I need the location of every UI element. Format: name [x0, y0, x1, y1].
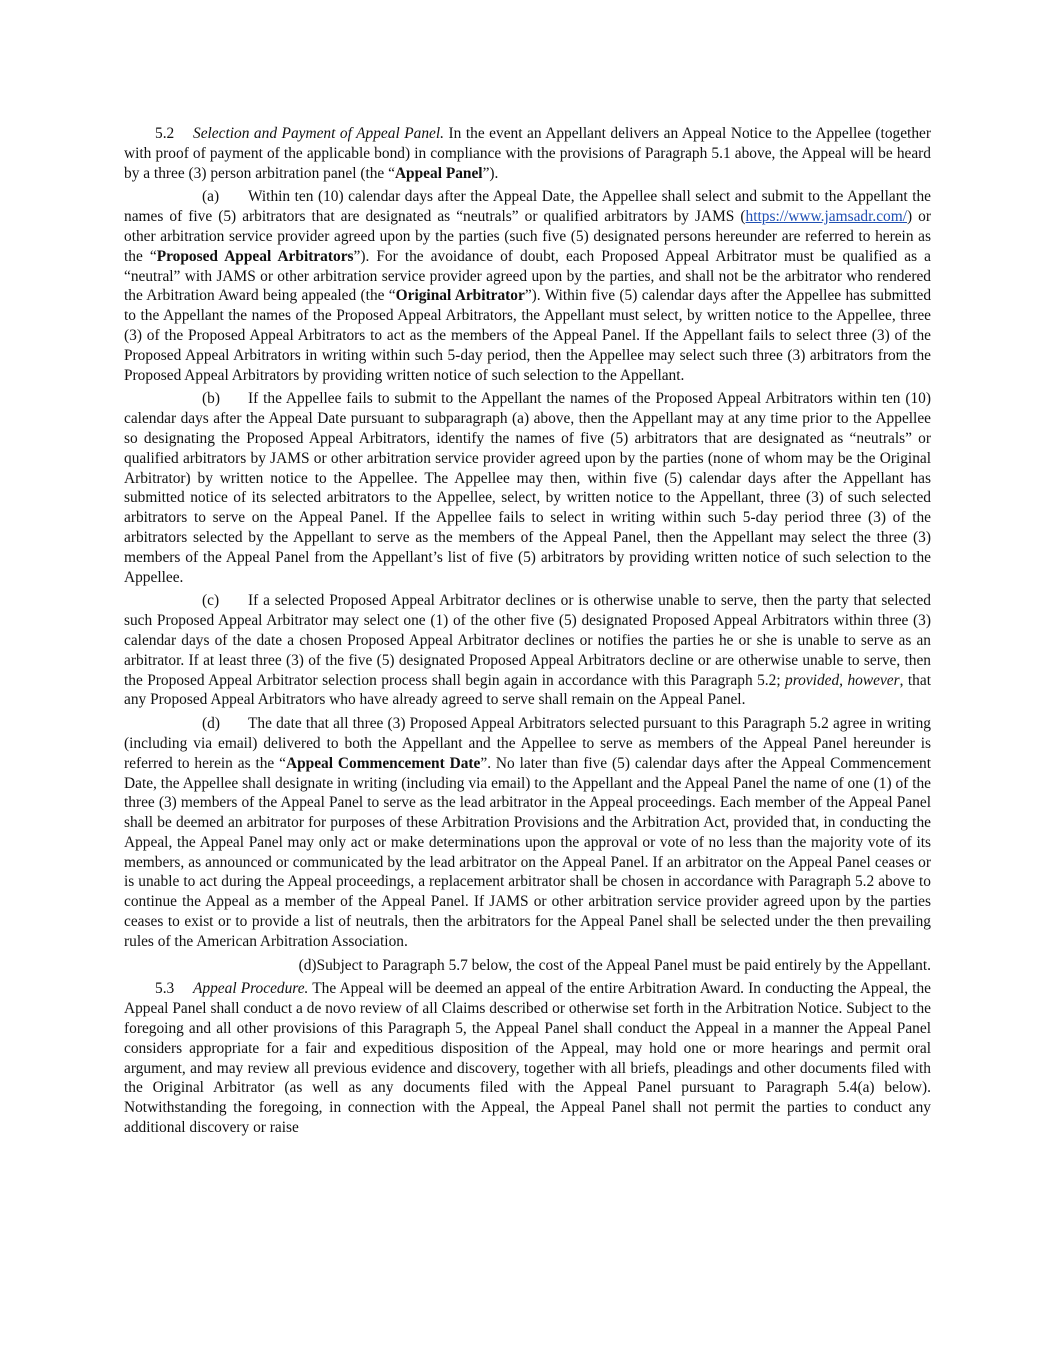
paragraph-text: If the Appellee fails to submit to the Appellant the names of the Proposed Appeal Arbitrators within ten (10) calendar days after the Appeal Date pursuant to subparagraph (a) above, then the Appellant may at any time prior to the Appellee so designating the Proposed Appeal Arbitrators, identify the names of five (5) arbitrators that are designated as “neutrals” or qualified arbitrators by JAMS or other arbitration service provider agreed upon by the parties (none of whom may be the Original Arbitrator) by written notice to the Appellee. The Appellee may then, within five (5) calendar days after the Appellant has submitted notice of its selected arbitrators to the Appellee, select, by written notice to the Appellant, three (3) of such selected arbitrators to serve on the Appeal Panel. If the Appellee fails to select in writing within such 5-day period three (3) of the arbitrators selected by the Appellant to serve as the members of the Appeal Panel, then the Appellant may select the three (3) members of the Appeal Panel from the Appellant’s list of five (5) arbitrators by providing written notice of such selection to the Appellee.	[124, 390, 931, 586]
defined-term: Proposed Appeal Arbitrators	[156, 247, 354, 265]
jams-link[interactable]: https://www.jamsadr.com/	[745, 208, 907, 226]
paragraph-text: ”).	[482, 164, 499, 182]
subparagraph-d	[124, 714, 931, 952]
paragraph-text: Subject to Paragraph 5.7 below, the cost of the Appeal Panel must be paid entirely by the Appellant.	[316, 956, 931, 974]
paragraph-text: ) or other arbitration service provider agreed upon by the parties (such five (5) designated persons hereunder are referred to herein as the “	[124, 208, 931, 265]
paragraph-text: In the event an Appellant delivers an Appeal Notice to the Appellee (together with proof of payment of the applicable bond) in compliance with the provisions of Paragraph 5.1 above, the Appeal will be heard by a three (3) person arbitration panel (the “	[124, 125, 931, 182]
paragraph-text: ”). For the avoidance of doubt, each Proposed Appeal Arbitrator must be qualified as a “neutral” with JAMS or other arbitration service provider agreed upon by the parties, and shall not be the arbitrator who rendered the Arbitration Award being appealed (the “	[124, 247, 931, 305]
paragraph-text: The date that all three (3) Proposed Appeal Arbitrators selected pursuant to this Paragraph 5.2 agree in writing (including via email) delivered to both the Appellant and the Appellee to serve as members of the Appeal Panel hereunder is referred to herein as the “	[124, 715, 931, 772]
subparagraph-label: (a)	[202, 188, 220, 206]
paragraph-5-3	[124, 979, 931, 1137]
section-heading: Selection and Payment of Appeal Panel.	[193, 125, 444, 142]
paragraph-5-2	[124, 124, 931, 183]
subparagraph-d-cost	[124, 956, 931, 976]
subparagraph-label: (d)	[202, 715, 220, 733]
defined-term: Appeal Panel	[394, 164, 483, 182]
paragraph-text: The Appeal will be deemed an appeal of the entire Arbitration Award. In conducting the Appeal, the Appeal Panel shall conduct a de novo review of all Claims described or otherwise set forth in the Arbitration Notice. Subject to the foregoing and all other provisions of this Paragraph 5, the Appeal Panel shall conduct the Appeal in a manner the Appeal Panel considers appropriate for a fair and expeditious disposition of the Appeal, may hold one or more hearings and permit oral argument, and may review all previous evidence and discovery, together with all briefs, pleadings and other documents filed with the Original Arbitrator (as well as any documents filed with the Appeal Panel pursuant to Paragraph 5.4(a) below). Notwithstanding the foregoing, in connection with the Appeal, the Appeal Panel shall not permit the parties to conduct any additional discovery or raise	[124, 980, 931, 1137]
subparagraph-label: (c)	[202, 592, 220, 610]
subparagraph-label: (d)	[298, 956, 317, 974]
defined-term: Appeal Commencement Date	[285, 754, 481, 772]
paragraph-text: Within ten (10) calendar days after the Appeal Date, the Appellee shall select and submit to the Appellant the names of five (5) arbitrators that are designated as “neutrals” or qualified arbitrators by JAMS (	[124, 188, 931, 226]
paragraph-text: If a selected Proposed Appeal Arbitrator declines or is otherwise unable to serve, then the party that selected such Proposed Appeal Arbitrator may select one (1) of the other five (5) designated Proposed Appeal Arbitrators within three (3) calendar days of the date a chosen Proposed Appeal Arbitrator declines or notifies the parties he or she is unable to serve as an arbitrator. If at least three (3) of the five (5) designated Proposed Appeal Arbitrators decline or are otherwise unable to serve, then the Proposed Appeal Arbitrator selection process shall begin again in accordance with this Paragraph 5.2;	[124, 592, 931, 689]
paragraph-text: , that any Proposed Appeal Arbitrators who have already agreed to serve shall remain on the Appeal Panel.	[124, 671, 931, 709]
section-heading: Appeal Procedure.	[193, 980, 309, 998]
italic-phrase: provided, however	[785, 671, 900, 689]
subparagraph-b	[124, 389, 931, 587]
section-number: 5.3	[155, 980, 175, 998]
section-number: 5.2	[155, 125, 175, 142]
defined-term: Original Arbitrator	[395, 287, 525, 305]
subparagraph-a	[124, 187, 931, 385]
document-page	[124, 124, 931, 1142]
subparagraph-c	[124, 591, 931, 710]
paragraph-text: ”). Within five (5) calendar days after the Appellee has submitted to the Appellant the names of the Proposed Appeal Arbitrators, the Appellant must select, by written notice to the Appellee, three (3) of the Proposed Appeal Arbitrators to act as the members of the Appeal Panel. If the Appellant fails to select three (3) of the Proposed Appeal Arbitrators in writing within such 5-day period, then the Appellee may select such three (3) arbitrators from the Proposed Appeal Arbitrators by providing written notice of such selection to the Appellant.	[124, 287, 932, 384]
paragraph-text: ”. No later than five (5) calendar days after the Appeal Commencement Date, the Appellee shall designate in writing (including via email) to the Appellant and the Appeal Panel the name of one (1) of the three (3) members of the Appeal Panel to serve as the lead arbitrator in the Appeal proceedings. Each member of the Appeal Panel shall be deemed an arbitrator for purposes of these Arbitration Provisions and the Arbitration Act, provided that, in conducting the Appeal, the Appeal Panel may only act or make determinations upon the approval or vote of no less than the majority vote of its members, as announced or communicated by the lead arbitrator on the Appeal Panel. If an arbitrator on the Appeal Panel ceases or is unable to act during the Appeal proceedings, a replacement arbitrator shall be chosen in accordance with Paragraph 5.2 above to continue the Appeal as a member of the Appeal Panel. If JAMS or other arbitration service provider agreed upon by the parties ceases to exist or to provide a list of neutrals, then the arbitrators for the Appeal Panel shall be selected under the then prevailing rules of the American Arbitration Association.	[124, 754, 932, 950]
subparagraph-label: (b)	[202, 390, 220, 408]
